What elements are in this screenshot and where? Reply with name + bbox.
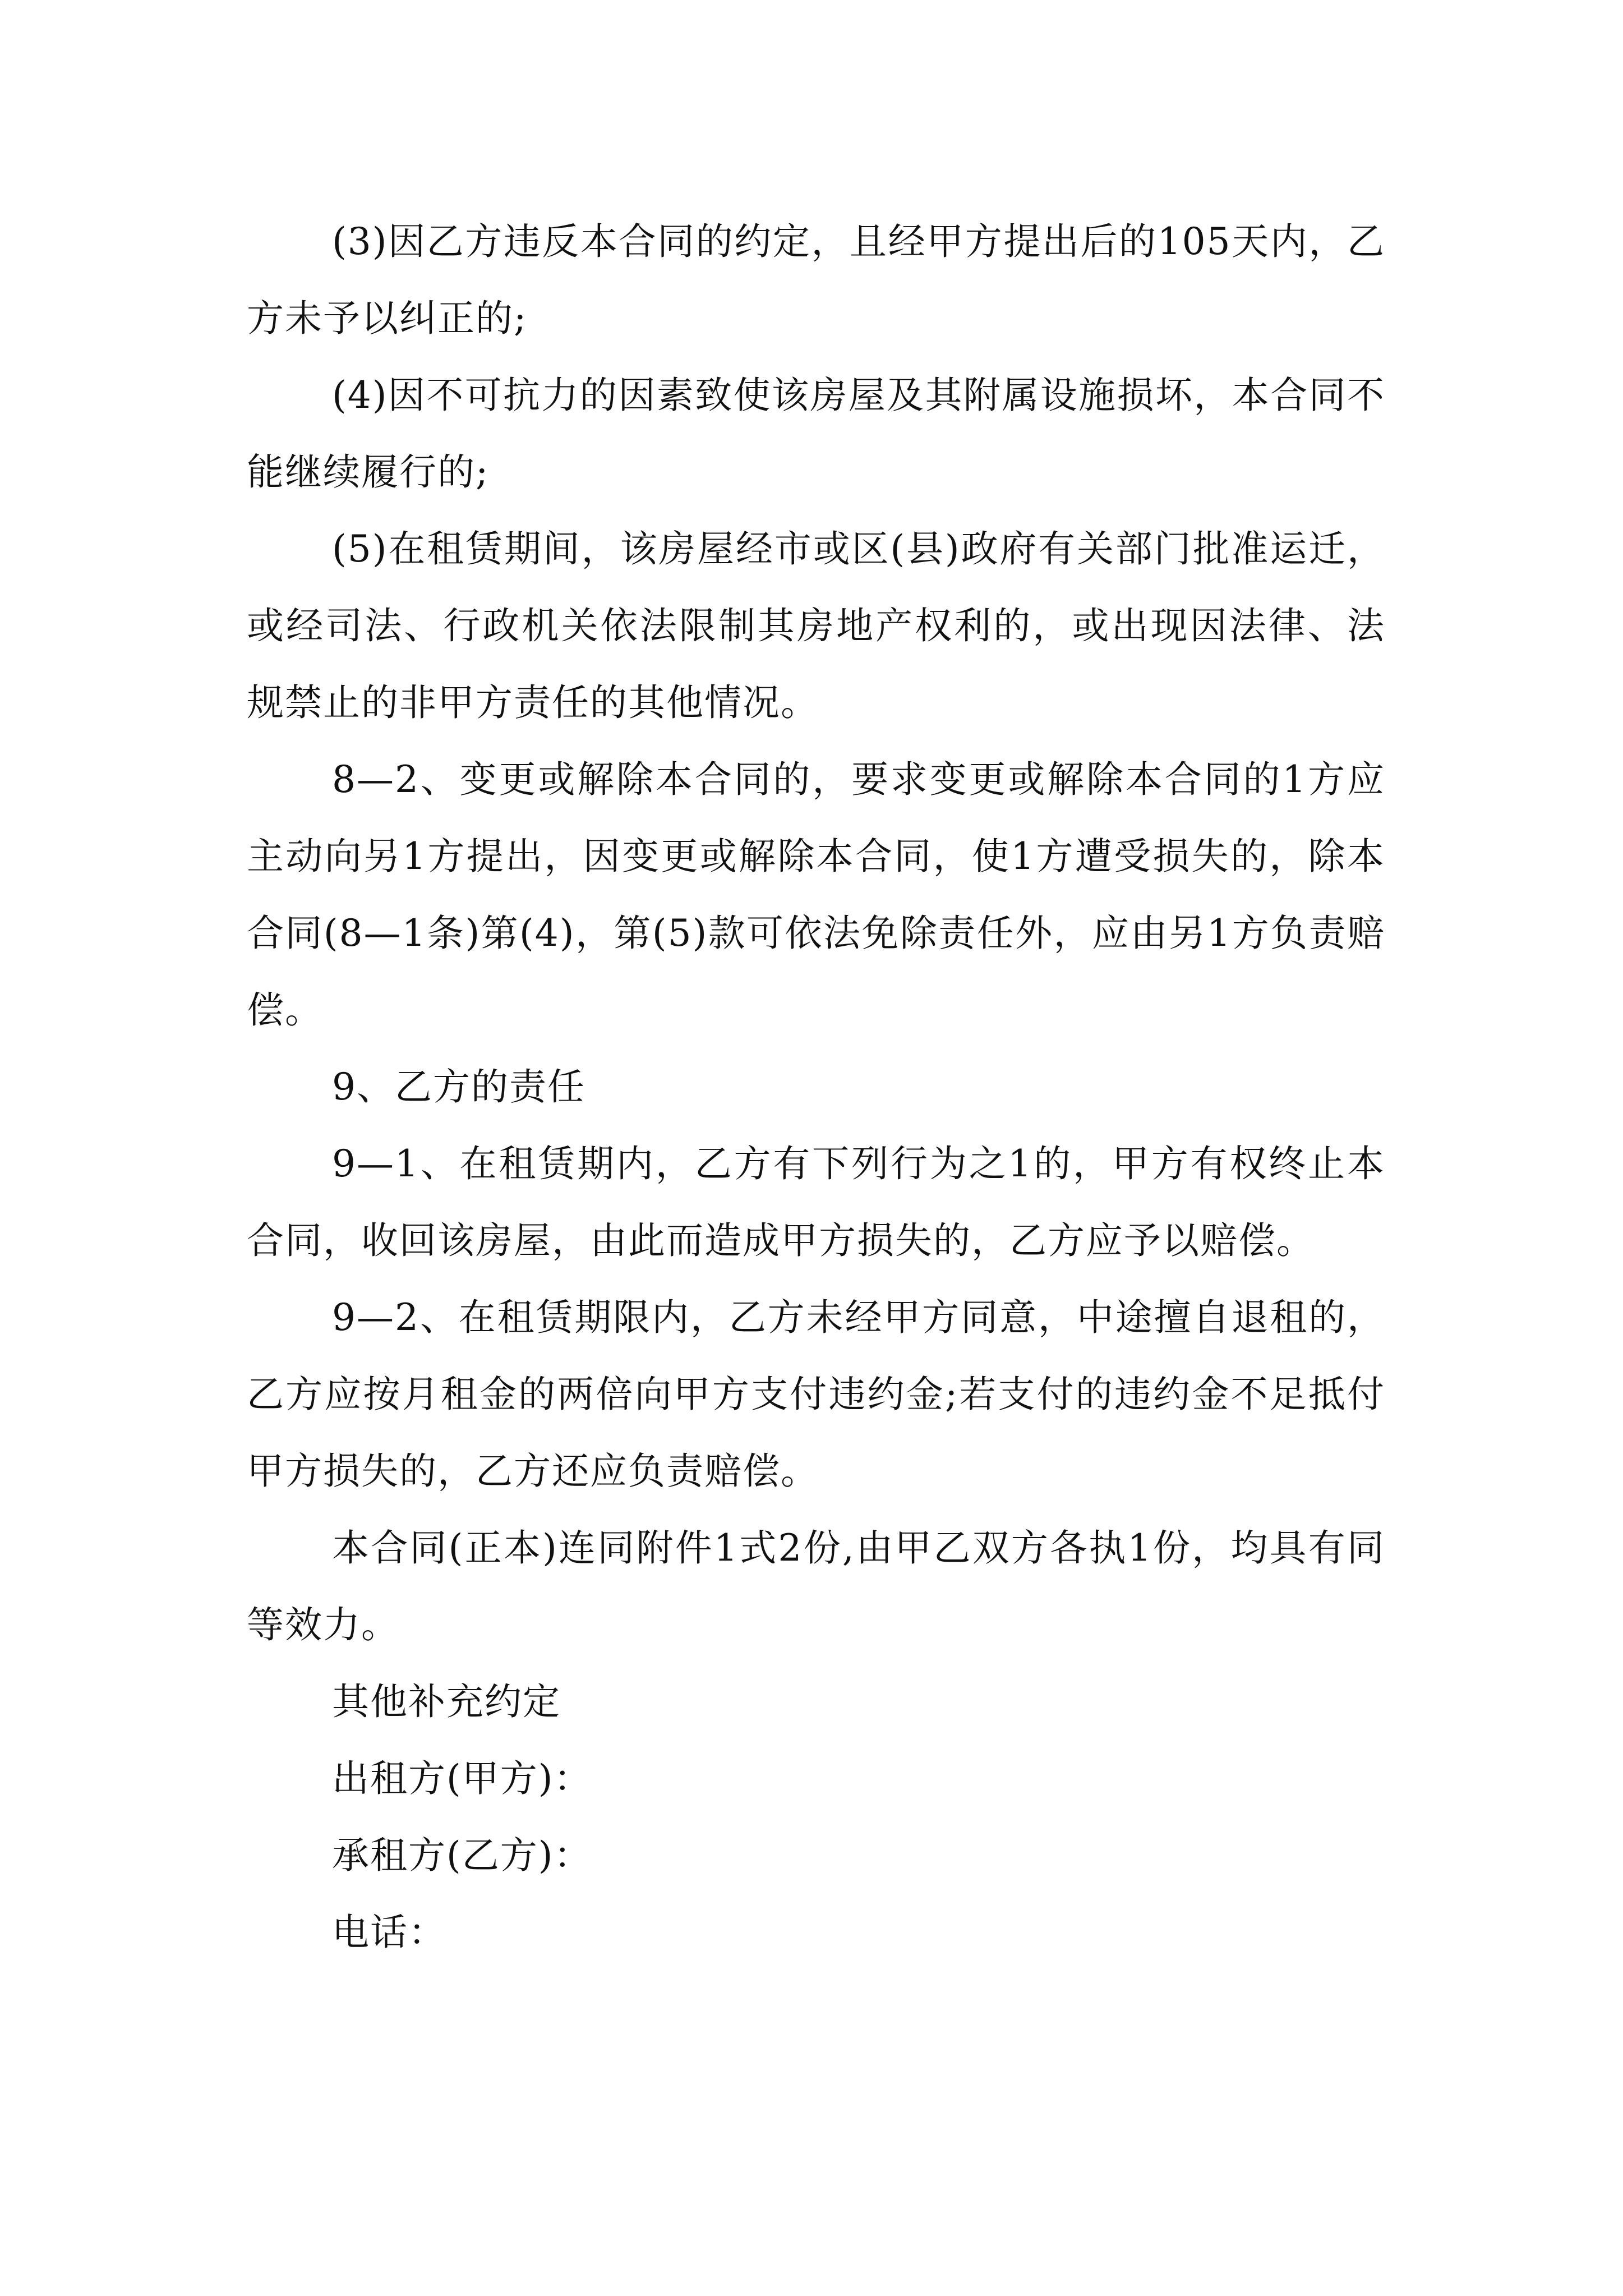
paragraph-clause-8-1-4: (4)因不可抗力的因素致使该房屋及其附属设施损坏，本合同不能继续履行的; — [247, 374, 1385, 494]
lessor-signature-label: 出租方(甲方)： — [332, 1757, 592, 1800]
section-heading-9: 9、乙方的责任 — [332, 1065, 585, 1108]
lessee-signature-label: 承租方(乙方)： — [332, 1834, 592, 1877]
paragraph-copies: 本合同(正本)连同附件1式2份,由甲乙双方各执1份，均具有同等效力。 — [247, 1526, 1385, 1646]
supplementary-terms-label: 其他补充约定 — [332, 1680, 561, 1723]
document-body — [247, 203, 1385, 1971]
paragraph-clause-8-2: 8—2、变更或解除本合同的，要求变更或解除本合同的1方应主动向另1方提出，因变更或解除本合同，使1方遭受损失的，除本合同(8—1条)第(4)，第(5)款可依法免除责任外，应由另1方负责赔偿。 — [247, 758, 1385, 1032]
phone-label: 电话： — [332, 1911, 446, 1954]
paragraph-clause-8-1-3: (3)因乙方违反本合同的约定，且经甲方提出后的105天内，乙方未予以纠正的; — [247, 220, 1385, 340]
paragraph-clause-9-2: 9—2、在租赁期限内，乙方未经甲方同意，中途擅自退租的，乙方应按月租金的两倍向甲方支付违约金;若支付的违约金不足抵付甲方损失的，乙方还应负责赔偿。 — [247, 1296, 1385, 1493]
paragraph-clause-8-1-5: (5)在租赁期间，该房屋经市或区(县)政府有关部门批准运迁，或经司法、行政机关依法限制其房地产权利的，或出现因法律、法规禁止的非甲方责任的其他情况。 — [247, 527, 1385, 724]
paragraph-clause-9-1: 9—1、在租赁期内，乙方有下列行为之1的，甲方有权终止本合同，收回该房屋，由此而造成甲方损失的，乙方应予以赔偿。 — [247, 1142, 1385, 1262]
